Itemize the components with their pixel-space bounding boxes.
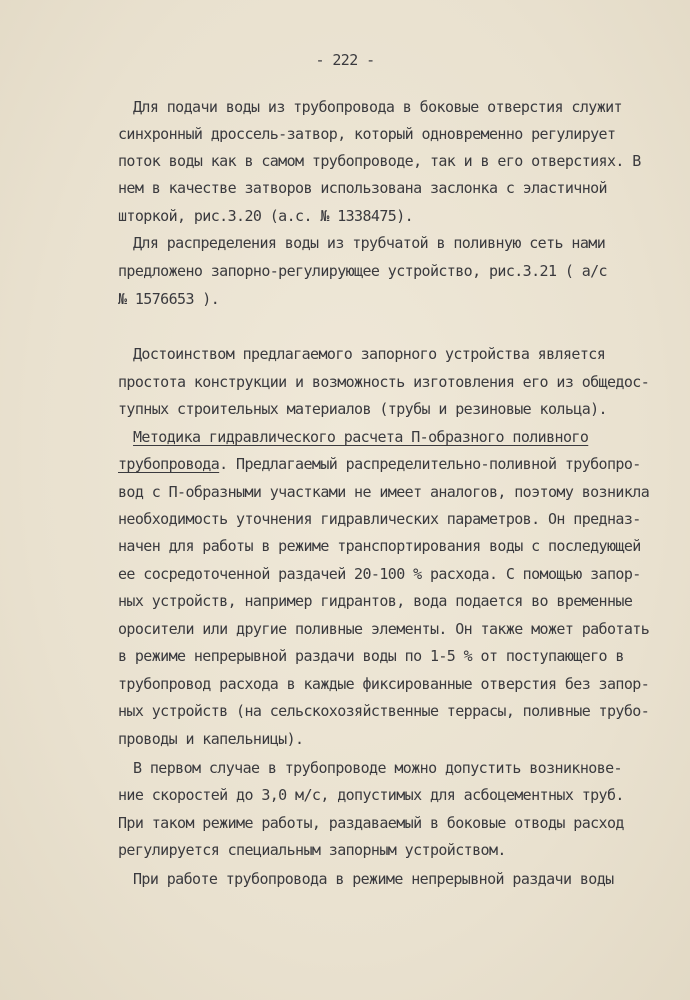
text-line-13 xyxy=(118,454,641,474)
text-line-3: поток воды как в самом трубопроводе, так и в его отверстиях. В xyxy=(118,152,641,170)
text-line-16: начен для работы в режиме транспортирования воды с последующей xyxy=(118,537,641,555)
text-line-20: в режиме непрерывной раздачи воды по 1-5 % от поступающего в xyxy=(118,647,624,665)
text-line-5: шторкой, рис.3.20 (а.с. № 1338475). xyxy=(118,207,414,225)
text-line-2: синхронный дроссель-затвор, который одновременно регулирует xyxy=(118,125,616,143)
text-line-28: При работе трубопровода в режиме непрерывной раздачи воды xyxy=(133,870,614,888)
text-line-24: В первом случае в трубопроводе можно допустить возникнове- xyxy=(133,759,622,777)
text-line-9: Достоинством предлагаемого запорного устройства является xyxy=(133,345,606,363)
text-line-14: вод с П-образными участками не имеет аналогов, поэтому возникла xyxy=(118,483,650,501)
text-line-6: Для распределения воды из трубчатой в поливную сеть нами xyxy=(133,234,606,252)
text-line-11: тупных строительных материалов (трубы и резиновые кольца). xyxy=(118,400,607,418)
text-line-17: ее сосредоточенной раздачей 20-100 % расхода. С помощью запор- xyxy=(118,565,641,583)
text-line-15: необходимость уточнения гидравлических параметров. Он предназ- xyxy=(118,510,641,528)
text-line-1: Для подачи воды из трубопровода в боковые отверстия служит xyxy=(133,98,622,116)
text-line-13-rest: . Предлагаемый распределительно-поливной трубопро- xyxy=(219,455,641,473)
text-line-10: простота конструкции и возможность изготовления его из общедос- xyxy=(118,373,650,391)
text-line-8: № 1576653 ). xyxy=(118,290,220,308)
text-line-26: При таком режиме работы, раздаваемый в боковые отводы расход xyxy=(118,814,624,832)
text-line-21: трубопровод расхода в каждые фиксированные отверстия без запор- xyxy=(118,675,650,693)
text-line-4: нем в качестве затворов использована заслонка с эластичной xyxy=(118,179,607,197)
text-line-18: ных устройств, например гидрантов, вода подается во временные xyxy=(118,592,633,610)
text-line-23: проводы и капельницы). xyxy=(118,730,304,748)
section-heading: Методика гидравлического расчета П-образного поливного xyxy=(133,428,589,446)
text-line-22: ных устройств (на сельскохозяйственные террасы, поливные трубо- xyxy=(118,702,650,720)
text-line-27: регулируется специальным запорным устройством. xyxy=(118,841,506,859)
text-line-7: предложено запорно-регулирующее устройство, рис.3.21 ( а/с xyxy=(118,262,607,280)
text-line-25: ние скоростей до 3,0 м/с, допустимых для асбоцементных труб. xyxy=(118,786,624,804)
section-heading-continued: трубопровода xyxy=(118,455,220,473)
text-line-19: оросители или другие поливные элементы. Он также может работать xyxy=(118,620,650,638)
page-number: - 222 - xyxy=(315,51,375,69)
